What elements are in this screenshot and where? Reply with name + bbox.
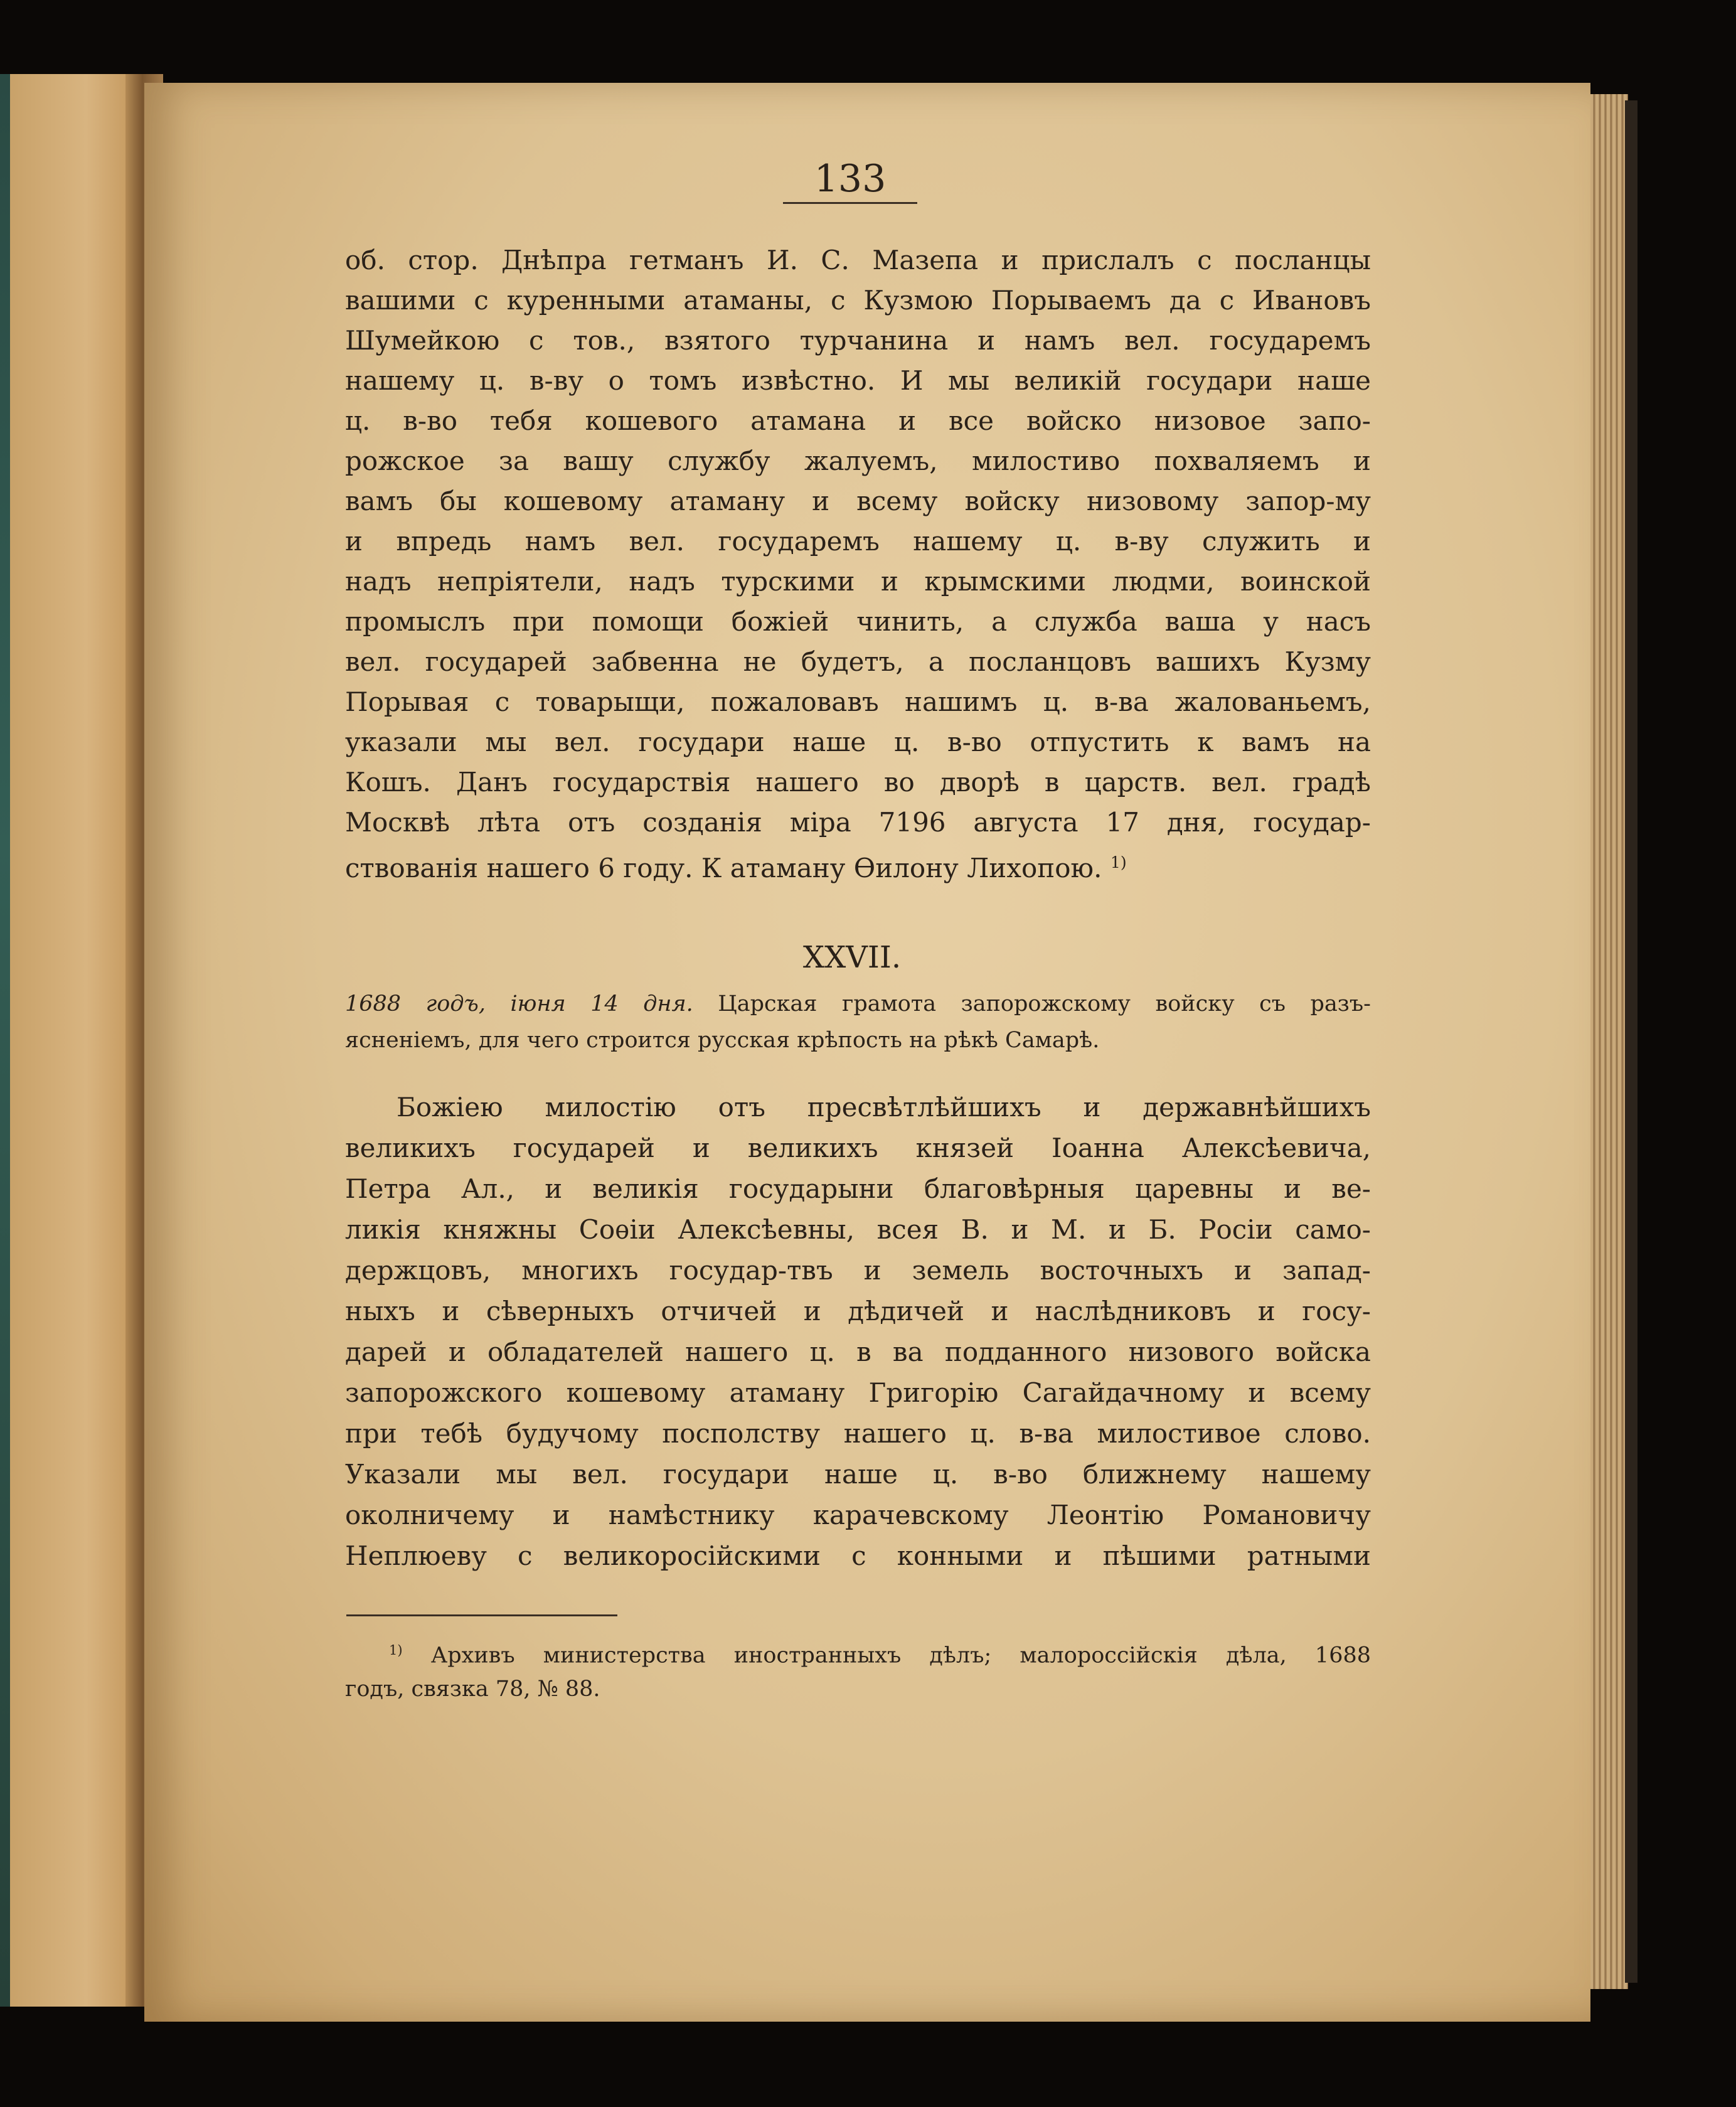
text-line: Москвѣ лѣта отъ созданія міра 7196 августа 17 дня, государ-: [345, 807, 1371, 838]
text-line: Порывая с товарыщи, пожаловавъ нашимъ ц. в-ва жалованьемъ,: [345, 686, 1371, 717]
footnote-ref: 1): [1110, 853, 1127, 872]
caption-title: Царская грамота запорожскому войску съ разъ-: [718, 991, 1371, 1016]
footnote-rule: [346, 1614, 617, 1616]
text-line: Указали мы вел. государи наше ц. в-во ближнему нашему: [345, 1459, 1371, 1490]
caption-line: [345, 986, 1371, 1021]
text-line: вамъ бы кошевому атаману и всему войску низовому запор-му: [345, 486, 1371, 516]
text-line: вел. государей забвенна не будетъ, а посланцовъ вашихъ Кузму: [345, 646, 1371, 677]
text-line: Петра Ал., и великія государыни благовѣрныя царевны и ве-: [345, 1173, 1371, 1204]
text-line: ныхъ и сѣверныхъ отчичей и дѣдичей и наслѣдниковъ и госу-: [345, 1296, 1371, 1326]
text-line: об. стор. Днѣпра гетманъ И. С. Мазепа и прислалъ с посланцы: [345, 245, 1371, 275]
text-line: ц. в-во тебя кошевого атамана и все войско низовое запо-: [345, 405, 1371, 436]
text-line: Кошъ. Данъ государствія нашего во дворѣ в царств. вел. градѣ: [345, 767, 1371, 797]
section-heading: XXVII.: [802, 940, 902, 975]
page-number-rule: [783, 202, 917, 204]
text-line: Божіею милостію отъ пресвѣтлѣйшихъ и державнѣйшихъ: [397, 1092, 1371, 1123]
text-line: при тебѣ будучому посполству нашего ц. в-ва милостивое слово.: [345, 1418, 1371, 1449]
footnote: [345, 1631, 1371, 1713]
text-line: великихъ государей и великихъ князей Іоанна Алексѣевича,: [345, 1133, 1371, 1163]
text-line: вашими с куренными атаманы, с Кузмою Порываемъ да с Ивановъ: [345, 285, 1371, 316]
paragraph-1: [345, 242, 1371, 884]
text-line: ликія княжны Соѳіи Алексѣевны, всея В. и М. и Б. Росіи само-: [345, 1214, 1371, 1245]
text-line: и впредь намъ вел. государемъ нашему ц. в-ву служить и: [345, 526, 1371, 557]
text-line: запорожского кошевому атаману Григорію Сагайдачному и всему: [345, 1377, 1371, 1408]
footnote-line: годъ, связка 78, № 88.: [345, 1677, 600, 1702]
caption-date: 1688 годъ, іюня 14 дня.: [345, 991, 693, 1016]
text-line-content: ствованія нашего 6 году. К атаману Ѳилону Лихопою.: [345, 853, 1102, 884]
caption-line: ясненіемъ, для чего строится русская крѣпость на рѣкѣ Самарѣ.: [345, 1028, 1100, 1053]
text-line: держцовъ, многихъ государ-твъ и земель восточныхъ и запад-: [345, 1255, 1371, 1286]
text-line: нашему ц. в-ву о томъ извѣстно. И мы великій государи наше: [345, 365, 1371, 396]
page-number: 133: [814, 157, 887, 201]
page-edges: [1584, 94, 1628, 1989]
paragraph-2: [345, 1089, 1371, 1578]
footnote-line: [389, 1631, 1371, 1669]
book-cover-edge: [0, 74, 10, 2007]
book-back-cover: [1625, 100, 1637, 1983]
text-line: указали мы вел. государи наше ц. в-во отпустить к вамъ на: [345, 727, 1371, 757]
text-line-last: [345, 844, 1371, 882]
text-line: надъ непріятели, надъ турскими и крымскими людми, воинской: [345, 566, 1371, 597]
text-line: рожское за вашу службу жалуемъ, милостиво похваляемъ и: [345, 445, 1371, 476]
text-line: околничему и намѣстнику карачевскому Леонтію Романовичу: [345, 1500, 1371, 1530]
footnote-text: Архивъ министерства иностранныхъ дѣлъ; малороссійскія дѣла, 1688: [430, 1643, 1371, 1668]
text-line: дарей и обладателей нашего ц. в ва подданного низового войска: [345, 1336, 1371, 1367]
footnote-marker: 1): [389, 1643, 403, 1658]
text-line: Неплюеву с великоросійскими с конными и пѣшими ратными: [345, 1540, 1371, 1571]
document-caption: [345, 986, 1371, 1062]
text-line: промыслъ при помощи божіей чинить, а служба ваша у насъ: [345, 606, 1371, 637]
text-line: Шумейкою с тов., взятого турчанина и намъ вел. государемъ: [345, 325, 1371, 356]
